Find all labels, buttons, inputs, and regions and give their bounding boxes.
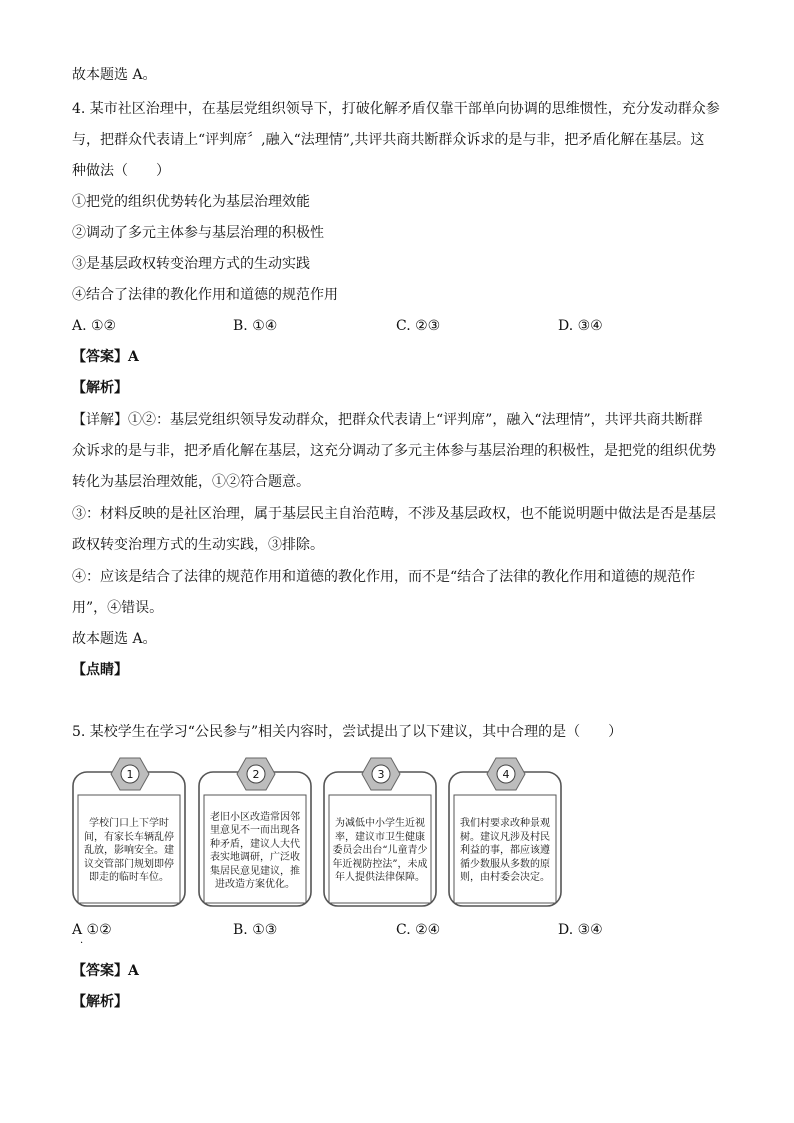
card-number: 1 <box>126 767 134 781</box>
q4-detail-line3: 转化为基层治理效能，①②符合题意。 <box>72 474 310 490</box>
card-text: 我们村要求改种景观树。建议凡涉及村民利益的事，都应该遵循少数服从多数的原则，由村委会决定。 <box>460 818 550 884</box>
card-text: 老旧小区改造常因邻里意见不一而出现各种矛盾，建议人大代表实地调研，广泛收集居民意见建议，推进改造方案优化。 <box>210 811 300 890</box>
hexagon-badge <box>236 757 276 791</box>
q4-detail-line1: 【详解】①②：基层党组织领导发动群众，把群众代表请上“评判席”，融入“法理情”，共评共商共断群 <box>72 412 703 428</box>
hexagon-badge <box>486 757 526 791</box>
question-4-statement-2: ②调动了多元主体参与基层治理的积极性 <box>72 225 324 241</box>
question-4-statement-3: ③是基层政权转变治理方式的生动实践 <box>72 256 310 272</box>
card-text: 为减低中小学生近视率，建议市卫生健康委员会出台“儿童青少年近视防控法”，未成年人提供法律保障。 <box>332 818 428 884</box>
line-conclusion-q3: 故本题选 A。 <box>72 67 157 83</box>
q5-option-d: D. ③④ <box>558 922 603 938</box>
question-5-stem: 5. 某校学生在学习“公民参与”相关内容时，尝试提出了以下建议，其中合理的是（ ） <box>72 724 623 740</box>
q4-answer: 【答案】A <box>72 349 139 365</box>
hexagon-badge <box>361 757 401 791</box>
q4-option-d: D. ③④ <box>558 318 603 334</box>
q4-detail-line4: ③：材料反映的是社区治理，属于基层民主自治范畴，不涉及基层政权，也不能说明题中做法是否是基层 <box>72 506 716 522</box>
q4-option-c: C. ②③ <box>396 318 441 334</box>
suggestion-card-2 <box>198 767 312 907</box>
q4-detail-line7: 用”，④错误。 <box>72 600 164 616</box>
q5-option-a: A ①② <box>72 922 112 938</box>
hexagon-badge <box>110 757 150 791</box>
q5-answer: 【答案】A <box>72 963 139 979</box>
suggestion-card-4 <box>448 767 562 907</box>
q4-detail-line6: ④：应该是结合了法律的规范作用和道德的教化作用，而不是“结合了法律的教化作用和道德的规范作 <box>72 569 696 585</box>
question-4-stem-line2: 与，把群众代表请上“评判席〞,融入“法理情”,共评共商共断群众诉求的是与非，把矛盾化解在基层。这 <box>72 132 705 148</box>
card-number: 2 <box>252 767 260 781</box>
suggestion-card-3 <box>323 767 437 907</box>
stray-dot: · <box>80 938 84 949</box>
q4-analysis-heading: 【解析】 <box>72 380 128 396</box>
q5-option-b: B. ①③ <box>233 922 278 938</box>
q4-tips-heading: 【点睛】 <box>72 662 128 678</box>
question-4-stem-line3: 种做法（ ） <box>72 163 170 179</box>
question-4-statement-4: ④结合了法律的教化作用和道德的规范作用 <box>72 287 338 303</box>
q5-analysis-heading: 【解析】 <box>72 994 128 1010</box>
card-number: 4 <box>502 767 510 781</box>
q4-detail-line5: 政权转变治理方式的生动实践，③排除。 <box>72 537 324 553</box>
suggestion-card-1 <box>72 767 186 907</box>
q4-conclusion: 故本题选 A。 <box>72 631 157 647</box>
q4-option-a: A. ①② <box>72 318 117 334</box>
q5-option-c: C. ②④ <box>396 922 441 938</box>
card-text: 学校门口上下学时间，有家长车辆乱停乱放，影响安全。建议交管部门规划即停即走的临时车位。 <box>84 818 174 884</box>
question-4-stem-line1: 4. 某市社区治理中，在基层党组织领导下，打破化解矛盾仅靠干部单向协调的思维惯性，充分发动群众参 <box>72 101 720 117</box>
q4-detail-line2: 众诉求的是与非，把矛盾化解在基层，这充分调动了多元主体参与基层治理的积极性，是把党的组织优势 <box>72 443 716 459</box>
q4-option-b: B. ①④ <box>233 318 278 334</box>
question-4-statement-1: ①把党的组织优势转化为基层治理效能 <box>72 194 310 210</box>
card-number: 3 <box>377 767 385 781</box>
